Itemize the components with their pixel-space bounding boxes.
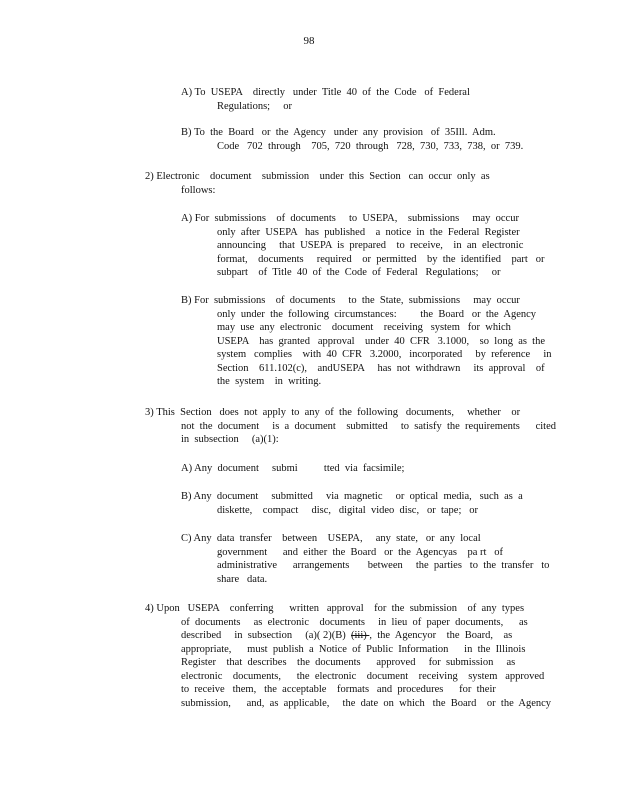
item-continuation-line: electronic documents, the electronic document receiving system approved xyxy=(181,670,545,682)
page-number: 98 xyxy=(303,35,315,47)
struck-text: (iii) xyxy=(351,630,370,641)
item-continuation-line: share data. xyxy=(217,573,268,585)
item-first-line: A) To USEPA directly under Title 40 of the Code of Federal xyxy=(181,87,470,98)
item-continuation-line: announcing that USEPA is prepared to receive, in an electronic xyxy=(217,240,524,251)
item-continuation-line: only under the following circumstances: the Board or the Agency xyxy=(217,308,537,320)
item-first-line: 3) This Section does not apply to any of the following documents, whether or xyxy=(145,407,521,418)
item-first-line: B) For submissions of documents to the State, submissions may occur xyxy=(181,295,520,306)
item-continuation-line: described in subsection (a)( 2)(B) (iii) , the Agencyor the Board, as xyxy=(181,630,513,641)
list-item xyxy=(145,170,490,197)
list-item xyxy=(181,294,551,389)
item-continuation-line: Regulations; or xyxy=(217,100,292,112)
item-continuation-line: not the document is a document submitted to satisfy the requirements cited xyxy=(181,420,557,432)
item-continuation-line: subpart of Title 40 of the Code of Federal Regulations; or xyxy=(217,267,501,278)
list-item xyxy=(181,490,523,517)
item-continuation-line: diskette, compact disc, digital video disc, or tape; or xyxy=(217,504,478,516)
item-first-line: 2) Electronic document submission under this Section can occur only as xyxy=(145,171,490,182)
item-continuation-line: USEPA has granted approval under 40 CFR 3.1000, so long as the xyxy=(217,335,546,347)
item-continuation-line: format, documents required or permitted by the identified part or xyxy=(217,253,545,265)
list-item xyxy=(181,86,470,113)
item-continuation-line: Code 702 through 705, 720 through 728, 730, 733, 738, or 739. xyxy=(217,140,524,152)
list-item xyxy=(145,602,551,710)
item-continuation-line: to receive them, the acceptable formats and procedures for their xyxy=(181,684,496,695)
item-continuation-line: only after USEPA has published a notice in the Federal Register xyxy=(217,226,520,238)
item-first-line: B) To the Board or the Agency under any provision of 35Ill. Adm. xyxy=(181,127,496,138)
list-item xyxy=(181,126,523,153)
item-continuation-line: the system in writing. xyxy=(217,376,322,387)
item-continuation-line: system complies with 40 CFR 3.2000, incorporated by reference in xyxy=(217,349,552,360)
item-first-line: C) Any data transfer between USEPA, any state, or any local xyxy=(181,533,481,544)
item-continuation-line: submission, and, as applicable, the date on which the Board or the Agency xyxy=(181,697,552,709)
item-first-line: A) Any document submi tted via facsimile; xyxy=(181,463,405,474)
item-first-line: 4) Upon USEPA conferring written approval for the submission of any types xyxy=(145,603,525,614)
list-item xyxy=(145,406,556,447)
item-continuation-line: may use any electronic document receiving system for which xyxy=(217,322,511,333)
list-item xyxy=(181,462,404,476)
item-continuation-line: Section 611.102(c), andUSEPA has not withdrawn its approval of xyxy=(217,362,545,374)
list-item xyxy=(181,532,549,586)
item-continuation-line: administrative arrangements between the parties to the transfer to xyxy=(217,560,550,571)
item-continuation-line: appropriate, must publish a Notice of Public Information in the Illinois xyxy=(181,643,526,655)
item-first-line: B) Any document submitted via magnetic or optical media, such as a xyxy=(181,491,523,502)
item-continuation-line: government and either the Board or the Agencyas pa rt of xyxy=(217,546,504,558)
item-continuation-line: Register that describes the documents approved for submission as xyxy=(181,657,516,668)
item-continuation-line: in subsection (a)(1): xyxy=(181,434,279,445)
item-continuation-line: of documents as electronic documents in lieu of paper documents, as xyxy=(181,616,528,628)
item-first-line: A) For submissions of documents to USEPA, submissions may occur xyxy=(181,213,519,224)
item-continuation-line: follows: xyxy=(181,184,216,196)
list-item xyxy=(181,212,544,280)
